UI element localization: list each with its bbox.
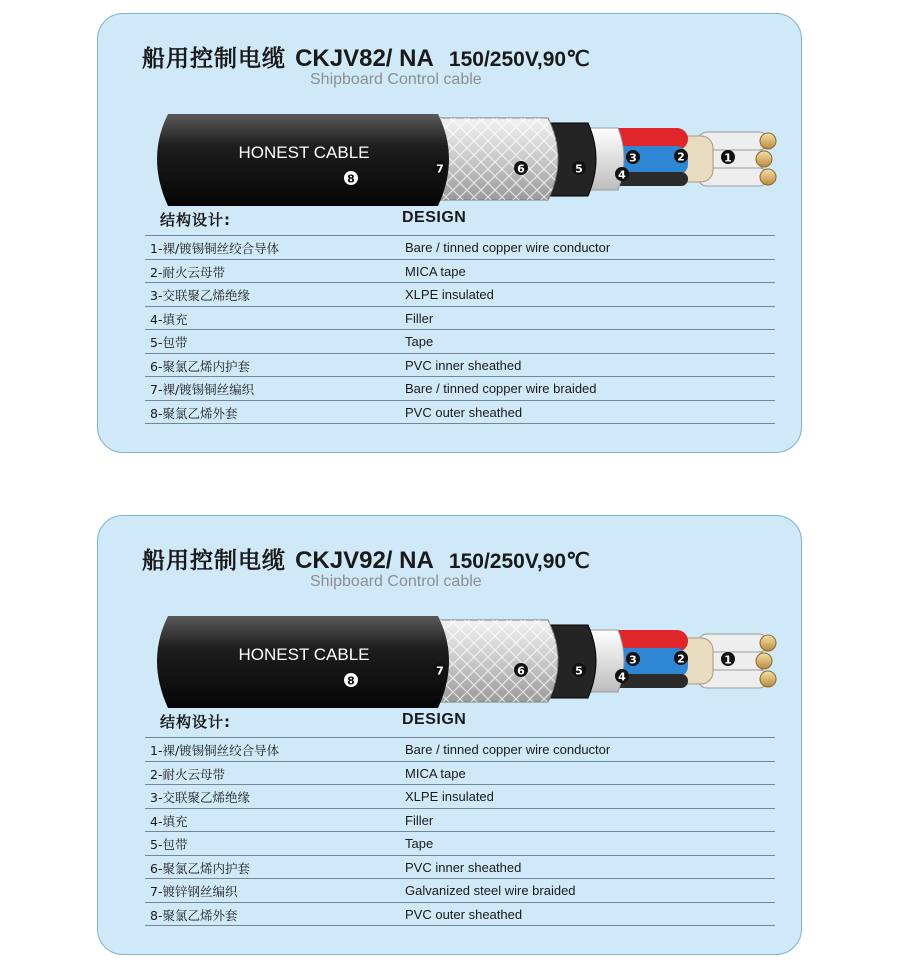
design-row <box>145 832 775 856</box>
marker-1: 1 <box>724 151 732 165</box>
design-row <box>145 307 775 331</box>
row-label-cn: 5-包带 <box>150 837 188 852</box>
design-row <box>145 903 775 927</box>
marker-4: 4 <box>618 168 626 182</box>
marker-4: 4 <box>618 670 626 684</box>
product-title <box>142 542 590 575</box>
marker-1: 1 <box>724 653 732 667</box>
row-label-en: Bare / tinned copper wire conductor <box>405 742 611 757</box>
marker-5: 5 <box>575 162 583 176</box>
row-label-en: Filler <box>405 812 434 828</box>
marker-7: 7 <box>436 664 444 678</box>
design-row <box>145 354 775 378</box>
design-row <box>145 879 775 903</box>
cable-illustration <box>138 608 798 712</box>
marker-3: 3 <box>629 151 637 165</box>
design-row <box>145 785 775 809</box>
marker-6: 6 <box>517 162 525 176</box>
marker-6: 6 <box>517 664 525 678</box>
row-label-en: Galvanized steel wire braided <box>405 883 576 898</box>
design-row <box>145 236 775 260</box>
design-row <box>145 738 775 762</box>
row-label-cn: 4-填充 <box>150 311 188 327</box>
product-subtitle: Shipboard Control cable <box>310 71 482 88</box>
row-label-en: PVC inner sheathed <box>405 357 522 373</box>
row-label-cn: 7-镀锌钢丝编织 <box>150 884 238 899</box>
row-label-en: Tape <box>405 836 434 851</box>
marker-8: 8 <box>347 172 355 186</box>
marker-5: 5 <box>575 664 583 678</box>
row-label-cn: 5-包带 <box>150 335 188 350</box>
row-label-en: Filler <box>405 310 434 326</box>
row-label-en: Bare / tinned copper wire braided <box>405 381 597 396</box>
product-subtitle: Shipboard Control cable <box>310 573 482 590</box>
row-label-cn: 1-裸/镀锡铜丝绞合导体 <box>150 241 280 256</box>
row-label-en: PVC outer sheathed <box>405 906 523 922</box>
row-label-en: MICA tape <box>405 765 466 781</box>
design-header-english: DESIGN <box>402 711 467 728</box>
row-label-cn: 3-交联聚乙烯绝缘 <box>150 288 250 303</box>
cable-illustration <box>138 106 798 210</box>
design-row <box>145 809 775 833</box>
design-table <box>145 737 775 926</box>
design-row <box>145 762 775 786</box>
cable-brand-text: HONEST CABLE <box>238 143 370 162</box>
row-label-cn: 6-聚氯乙烯内护套 <box>150 860 250 876</box>
row-label-en: PVC outer sheathed <box>405 404 523 420</box>
row-label-en: XLPE insulated <box>405 287 494 302</box>
row-label-cn: 2-耐火云母带 <box>150 264 225 280</box>
model-number: CKJV92/ NA <box>295 547 434 574</box>
title-chinese: 船用控制电缆 <box>142 46 286 72</box>
design-header-english: DESIGN <box>402 209 467 226</box>
design-table <box>145 235 775 424</box>
product-card-ckjv82 <box>97 13 802 453</box>
voltage-rating: 150/250V,90℃ <box>448 550 590 573</box>
marker-3: 3 <box>629 653 637 667</box>
design-row <box>145 377 775 401</box>
row-label-cn: 7-裸/镀锡铜丝编织 <box>150 382 255 397</box>
row-label-cn: 8-聚氯乙烯外套 <box>150 907 238 923</box>
row-label-en: MICA tape <box>405 263 466 279</box>
product-card-ckjv92 <box>97 515 802 955</box>
model-number: CKJV82/ NA <box>295 45 434 72</box>
design-row <box>145 283 775 307</box>
title-chinese: 船用控制电缆 <box>142 548 286 574</box>
design-row <box>145 330 775 354</box>
row-label-en: Bare / tinned copper wire conductor <box>405 240 611 255</box>
row-label-en: PVC inner sheathed <box>405 859 522 875</box>
row-label-cn: 2-耐火云母带 <box>150 766 225 782</box>
row-label-cn: 1-裸/镀锡铜丝绞合导体 <box>150 743 280 758</box>
row-label-cn: 6-聚氯乙烯内护套 <box>150 358 250 374</box>
row-label-en: Tape <box>405 334 434 349</box>
design-row <box>145 260 775 284</box>
row-label-cn: 8-聚氯乙烯外套 <box>150 405 238 421</box>
design-row <box>145 856 775 880</box>
cable-brand-text: HONEST CABLE <box>238 645 370 664</box>
row-label-cn: 3-交联聚乙烯绝缘 <box>150 790 250 805</box>
product-title <box>142 40 590 73</box>
design-header-chinese: 结构设计: <box>160 713 231 731</box>
marker-2: 2 <box>677 150 685 164</box>
voltage-rating: 150/250V,90℃ <box>448 48 590 71</box>
design-row <box>145 401 775 425</box>
row-label-cn: 4-填充 <box>150 813 188 829</box>
marker-7: 7 <box>436 162 444 176</box>
marker-8: 8 <box>347 674 355 688</box>
row-label-en: XLPE insulated <box>405 789 494 804</box>
design-header-chinese: 结构设计: <box>160 211 231 229</box>
marker-2: 2 <box>677 652 685 666</box>
